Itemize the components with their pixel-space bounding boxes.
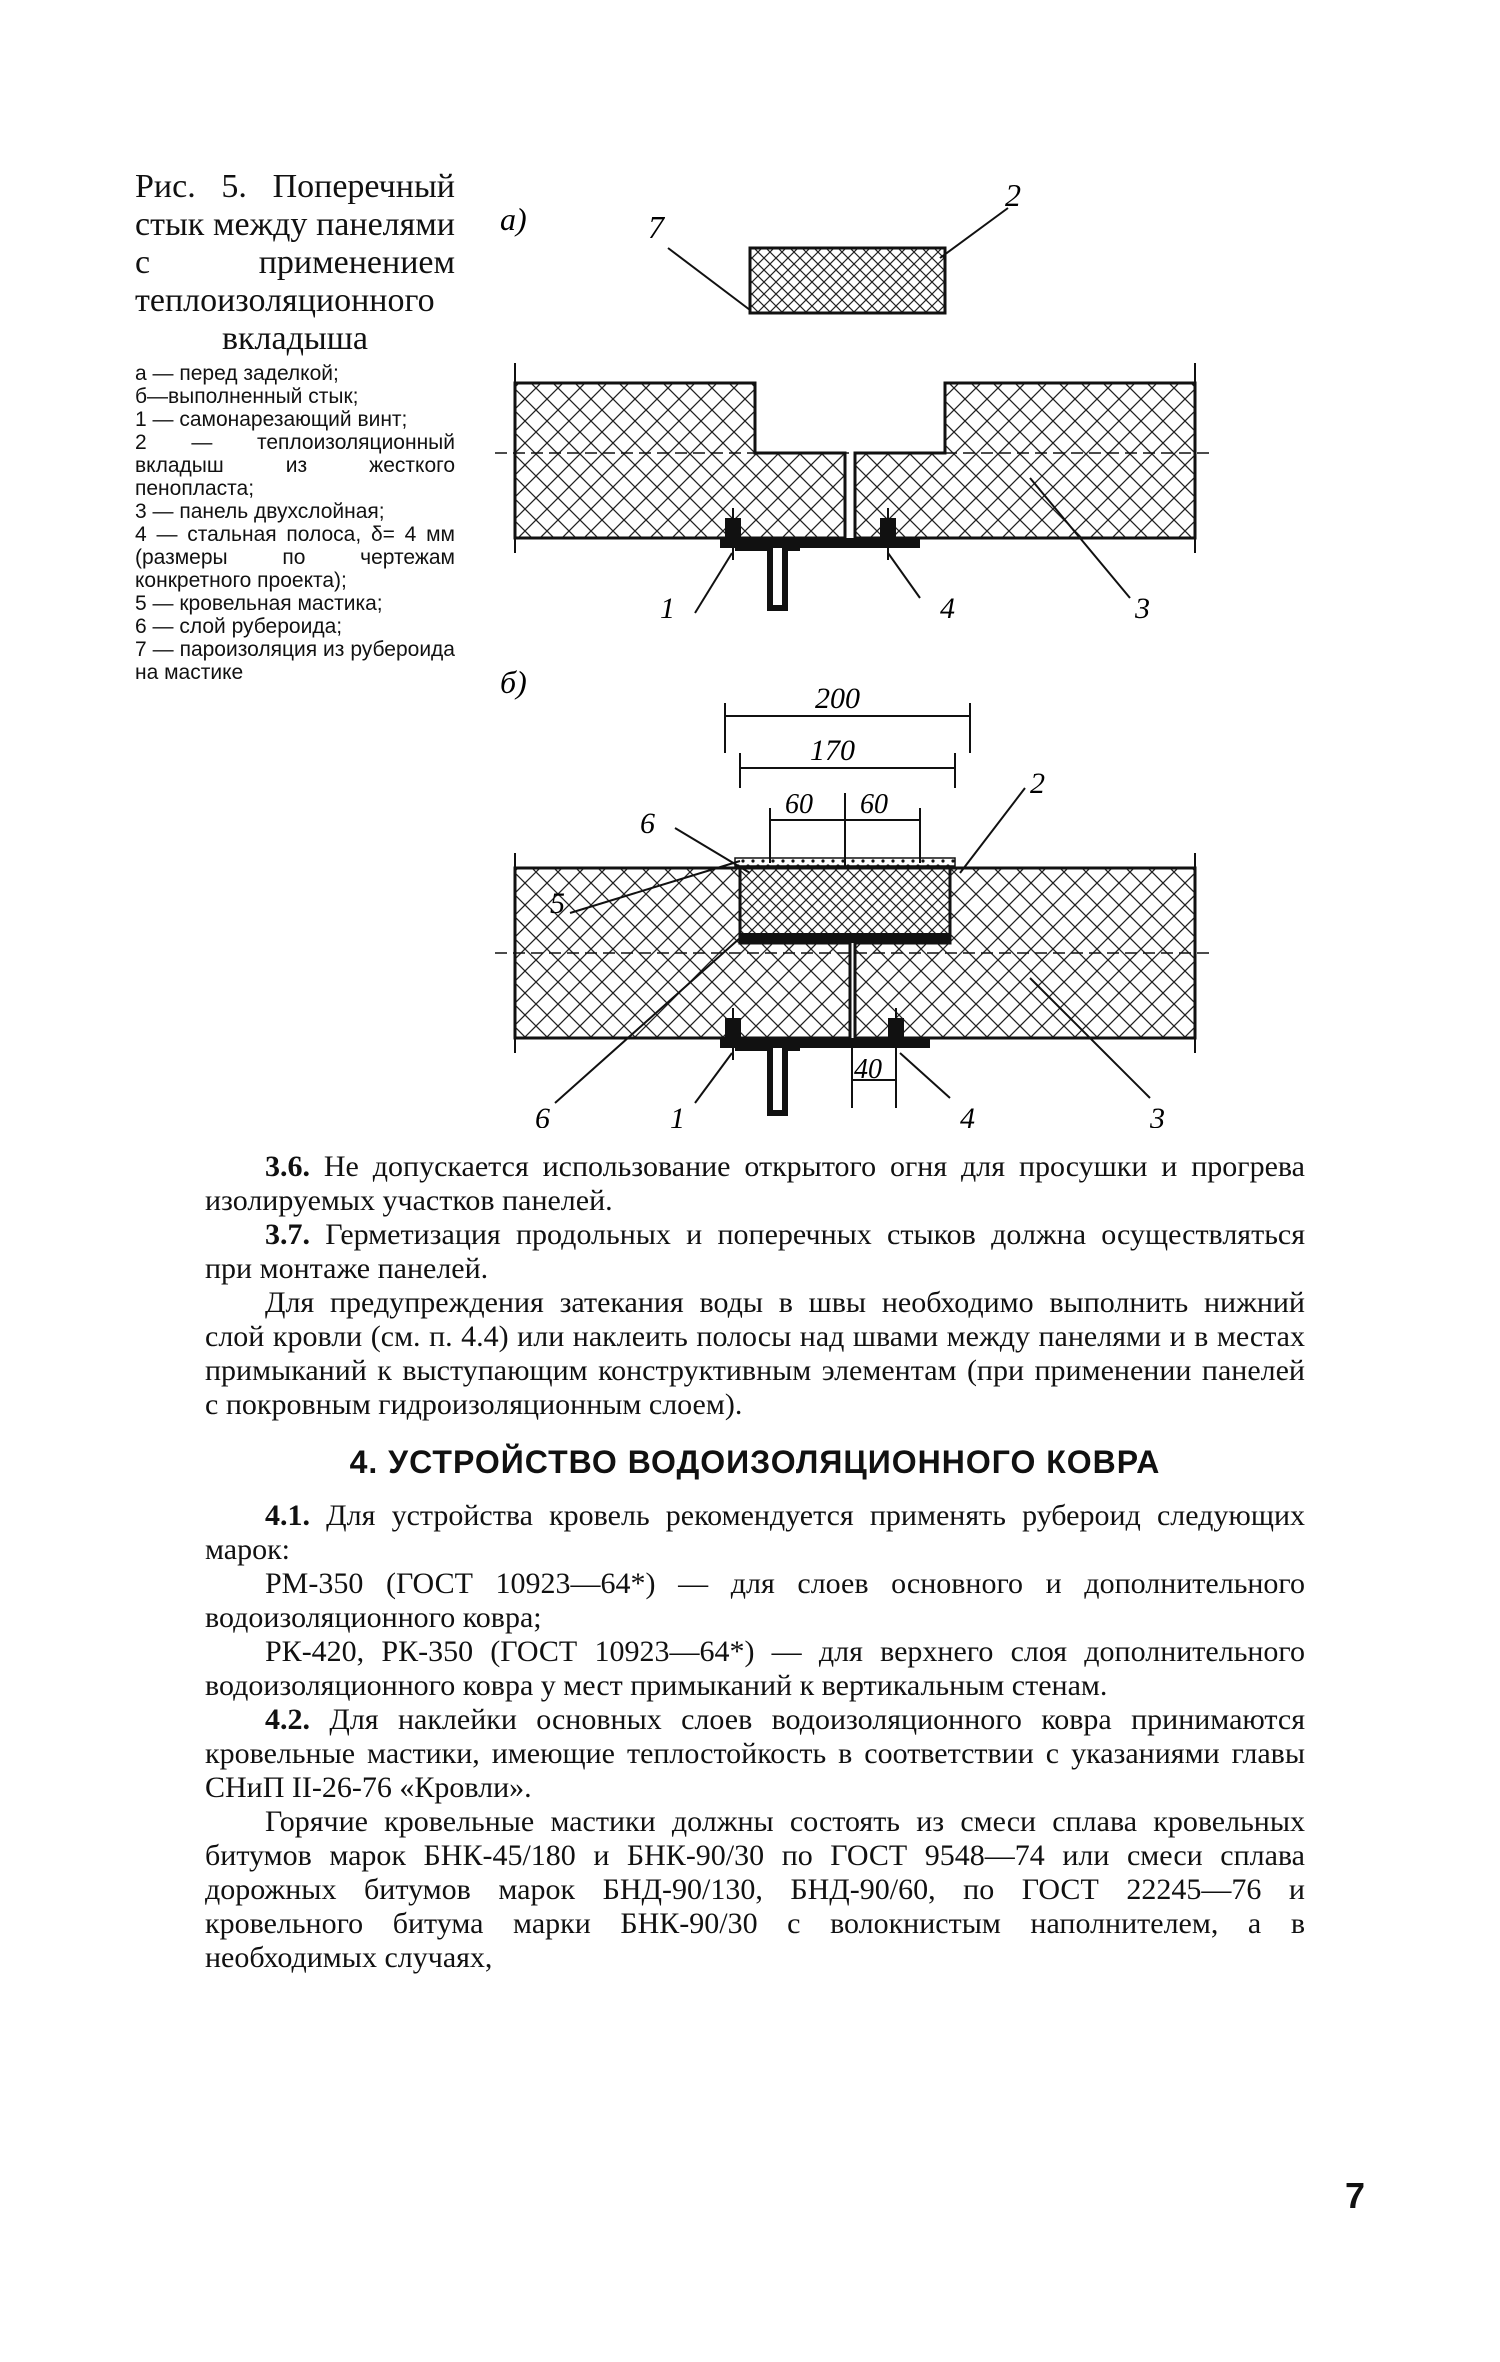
label-a-7: 7 [648,209,664,245]
paragraph-3-7 [205,1218,1305,1286]
paragraph-4-2 [205,1703,1305,1805]
legend-item: 7 — пароизоляция из рубероида на мастике [135,638,455,684]
paragraph-text: Не допускается использование открытого огня для просушки и прогрева изолируемых участков панелей. [205,1150,1306,1217]
joint-drawing [470,168,1325,1128]
insert-block-a [750,248,945,313]
label-a-4: 4 [940,592,955,625]
panel-right-a [855,383,1195,538]
label-b-1: 1 [670,1102,685,1128]
paragraph-4-1-b: РК-420, РК-350 (ГОСТ 10923—64*) — для верхнего слоя дополнительного водоизоляционного ковра у мест примыканий к вертикальным стенам. [205,1635,1305,1702]
paragraph-number: 4.2. [265,1703,310,1736]
paragraph-text: Для наклейки основных слоев водоизоляционного ковра принимаются кровельные мастики, имеющие теплостойкость в соответствии с указаниями главы СНиП II-26-76 «Кровли». [205,1703,1306,1804]
label-b-6-bottom: 6 [535,1102,550,1128]
paragraph-text: Герметизация продольных и поперечных стыков должна осуществляться при монтаже панелей. [205,1218,1305,1285]
label-a-2: 2 [1005,177,1021,213]
view-a-label: а) [500,201,527,237]
dim-40: 40 [854,1054,882,1085]
legend-item: 3 — панель двухслойная; [135,500,385,523]
body-text [205,1150,1305,1975]
section-heading: 4. УСТРОЙСТВО ВОДОИЗОЛЯЦИОННОГО КОВРА [349,1444,1161,1480]
mastic-layer-b [735,858,955,866]
legend-item: 5 — кровельная мастика; [135,592,383,615]
legend-item: 2 — теплоизоляционный вкладыш из жесткого пенопласта; [135,431,455,500]
paragraph-3-7-b: Для предупреждения затекания воды в швы необходимо выполнить нижний слой кровли (см. п. 4.4) или наклеить полосы над швами между панелями и в местах примыканий к выступающим конструктивным элементам (при применении панелей с покровным гидроизоляционным слоем). [205,1286,1305,1421]
paragraph-4-1 [205,1499,1305,1567]
legend-item: 4 — стальная полоса, δ= 4 мм (размеры по чертежам конкретного проекта); [135,523,455,592]
insert-block-b [740,868,950,940]
page-number: 7 [1345,2175,1366,2216]
label-b-2: 2 [1030,767,1045,800]
dim-60-a: 60 [785,789,813,820]
legend-item: б—выполненный стык; [135,385,359,408]
paragraph-number: 3.7. [265,1218,310,1251]
label-a-3: 3 [1135,592,1150,625]
label-b-3: 3 [1150,1102,1165,1128]
view-b-label: б) [500,664,527,700]
steel-profile-a [735,548,800,608]
label-a-1: 1 [660,592,675,625]
paragraph-4-1-a: РМ-350 (ГОСТ 10923—64*) — для слоев основного и дополнительного водоизоляционного ковра; [205,1567,1305,1634]
ruberoid-layer-b [740,933,950,943]
legend-item: 1 — самонарезающий винт; [135,408,408,431]
joint-drawing-svg [470,168,1325,1128]
label-b-4: 4 [960,1102,975,1128]
paragraph-number: 3.6. [265,1150,310,1183]
legend-item: а — перед заделкой; [135,362,339,385]
caption-legend [135,362,455,684]
paragraph-3-6 [205,1150,1305,1218]
panel-left-a [515,383,845,538]
label-b-6-top: 6 [640,807,655,840]
legend-item: 6 — слой рубероида; [135,615,343,638]
paragraph-text: Для устройства кровель рекомендуется применять рубероид следующих марок: [205,1499,1306,1566]
paragraph-4-2-b: Горячие кровельные мастики должны состоять из смеси сплава кровельных битумов марок БНК-45/180 и БНК-90/30 по ГОСТ 9548—74 или смеси сплава дорожных битумов марок БНД-90/130, БНД-90/60, по ГОСТ 22245—76 и кровельного битума марки БНК-90/30 с волокнистым наполнителем, а в необходимых случаях, [205,1805,1305,1974]
figure-caption [135,168,455,684]
caption-title: Рис. 5. Поперечный стык между панелями с применением теплоизоляционного вкладыша [135,168,455,357]
label-b-5: 5 [550,887,565,920]
dim-200: 200 [815,682,860,715]
paragraph-number: 4.1. [265,1499,310,1532]
dim-60-b: 60 [860,789,888,820]
dim-170: 170 [810,734,855,767]
leader-a-7 [668,248,750,310]
leader-a-2 [940,208,1008,258]
steel-profile-b [735,1048,800,1113]
